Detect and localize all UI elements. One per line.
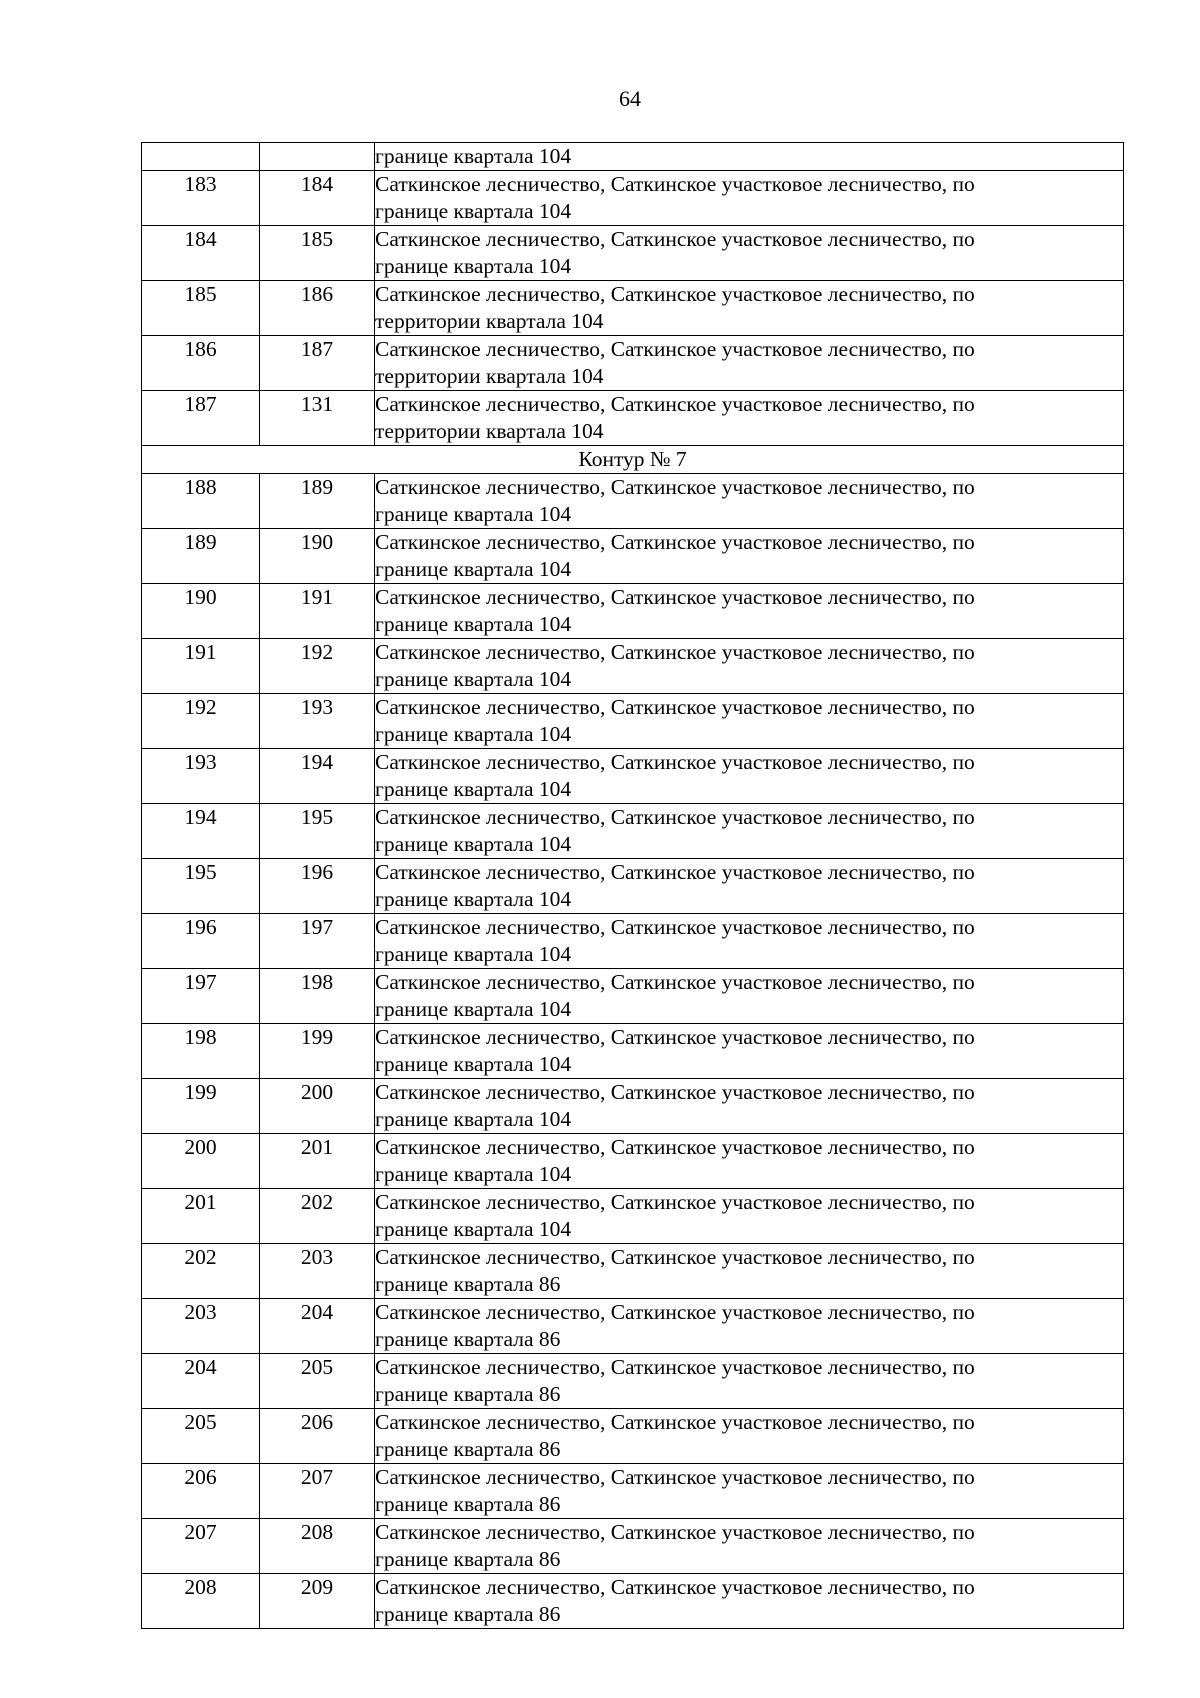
- description-line-1: Саткинское лесничество, Саткинское участковое лесничество, по: [375, 392, 975, 416]
- description-line-1: Саткинское лесничество, Саткинское участковое лесничество, по: [375, 1520, 975, 1544]
- description-line-1: Саткинское лесничество, Саткинское участковое лесничество, по: [375, 640, 975, 664]
- cell-description: [375, 1024, 1124, 1079]
- cell-to: 193: [260, 694, 375, 749]
- cell-description: [375, 1299, 1124, 1354]
- cell-to: 186: [260, 281, 375, 336]
- description-line-1: Саткинское лесничество, Саткинское участковое лесничество, по: [375, 1410, 975, 1434]
- table-row: [142, 1464, 1124, 1519]
- cell-description: [375, 529, 1124, 584]
- cell-to: 190: [260, 529, 375, 584]
- cell-description: [375, 336, 1124, 391]
- description-line-1: Саткинское лесничество, Саткинское участковое лесничество, по: [375, 1025, 975, 1049]
- contour-label: Контур № 7: [142, 446, 1124, 474]
- cell-from: 197: [142, 969, 260, 1024]
- cell-description: [375, 804, 1124, 859]
- cell-description: границе квартала 104: [375, 143, 1124, 171]
- description-line-2: границе квартала 86: [375, 1547, 561, 1571]
- table-row: [142, 281, 1124, 336]
- cell-to: 203: [260, 1244, 375, 1299]
- cell-from: 205: [142, 1409, 260, 1464]
- table-row: [142, 1519, 1124, 1574]
- description-line-2: границе квартала 104: [375, 557, 572, 581]
- description-line-1: Саткинское лесничество, Саткинское участковое лесничество, по: [375, 227, 975, 251]
- description-line-1: Саткинское лесничество, Саткинское участковое лесничество, по: [375, 585, 975, 609]
- table-body-group-1: [142, 143, 1124, 446]
- description-line-1: Саткинское лесничество, Саткинское участковое лесничество, по: [375, 1190, 975, 1214]
- description-line-1: Саткинское лесничество, Саткинское участковое лесничество, по: [375, 1080, 975, 1104]
- description-line-2: границе квартала 86: [375, 1437, 561, 1461]
- description-line-1: Саткинское лесничество, Саткинское участковое лесничество, по: [375, 860, 975, 884]
- cell-to: 208: [260, 1519, 375, 1574]
- description-line-2: территории квартала 104: [375, 364, 604, 388]
- description-line-2: границе квартала 86: [375, 1382, 561, 1406]
- cell-from: 190: [142, 584, 260, 639]
- cell-description: [375, 391, 1124, 446]
- cell-from: 206: [142, 1464, 260, 1519]
- cell-to: 198: [260, 969, 375, 1024]
- cell-description: [375, 281, 1124, 336]
- cell-to: 187: [260, 336, 375, 391]
- description-line-2: границе квартала 104: [375, 1217, 572, 1241]
- table-row: [142, 1134, 1124, 1189]
- table-row: [142, 584, 1124, 639]
- description-line-2: границе квартала 86: [375, 1327, 561, 1351]
- table-row: [142, 969, 1124, 1024]
- cell-to: 189: [260, 474, 375, 529]
- table-row: [142, 1024, 1124, 1079]
- cell-from: 203: [142, 1299, 260, 1354]
- table-row: [142, 226, 1124, 281]
- table-row: [142, 639, 1124, 694]
- cell-to: [260, 143, 375, 171]
- description-line-1: Саткинское лесничество, Саткинское участковое лесничество, по: [375, 1355, 975, 1379]
- description-line-1: Саткинское лесничество, Саткинское участковое лесничество, по: [375, 1465, 975, 1489]
- cell-from: 198: [142, 1024, 260, 1079]
- cell-to: 207: [260, 1464, 375, 1519]
- cell-from: 185: [142, 281, 260, 336]
- cell-to: 195: [260, 804, 375, 859]
- cell-from: 192: [142, 694, 260, 749]
- description-line-2: границе квартала 104: [375, 199, 572, 223]
- cell-from: 207: [142, 1519, 260, 1574]
- cell-to: 202: [260, 1189, 375, 1244]
- description-line-1: Саткинское лесничество, Саткинское участковое лесничество, по: [375, 1245, 975, 1269]
- table-row: [142, 694, 1124, 749]
- cell-description: [375, 859, 1124, 914]
- cell-description: [375, 694, 1124, 749]
- cell-description: [375, 1574, 1124, 1629]
- cell-description: [375, 914, 1124, 969]
- table-body-contour: [142, 446, 1124, 474]
- cell-to: 205: [260, 1354, 375, 1409]
- table-row: [142, 1354, 1124, 1409]
- cell-from: 183: [142, 171, 260, 226]
- cell-to: 184: [260, 171, 375, 226]
- description-line-2: границе квартала 86: [375, 1602, 561, 1626]
- cell-to: 206: [260, 1409, 375, 1464]
- description-line-2: границе квартала 104: [375, 722, 572, 746]
- cell-description: [375, 584, 1124, 639]
- description-line-2: границе квартала 104: [375, 997, 572, 1021]
- description-line-2: границе квартала 104: [375, 1107, 572, 1131]
- cell-from: 194: [142, 804, 260, 859]
- cell-from: 195: [142, 859, 260, 914]
- cell-from: 193: [142, 749, 260, 804]
- table-row: [142, 529, 1124, 584]
- description-line-1: Саткинское лесничество, Саткинское участковое лесничество, по: [375, 970, 975, 994]
- cell-from: 199: [142, 1079, 260, 1134]
- cell-to: 197: [260, 914, 375, 969]
- description-line-2: границе квартала 86: [375, 1492, 561, 1516]
- cell-description: [375, 474, 1124, 529]
- table-row: [142, 1189, 1124, 1244]
- cell-from: 202: [142, 1244, 260, 1299]
- boundary-table: [141, 142, 1124, 1629]
- cell-description: [375, 1464, 1124, 1519]
- description-line-2: границе квартала 104: [375, 254, 572, 278]
- description-line-1: Саткинское лесничество, Саткинское участковое лесничество, по: [375, 337, 975, 361]
- description-line-1: Саткинское лесничество, Саткинское участковое лесничество, по: [375, 805, 975, 829]
- table-row: [142, 859, 1124, 914]
- description-line-1: Саткинское лесничество, Саткинское участковое лесничество, по: [375, 1300, 975, 1324]
- cell-to: 199: [260, 1024, 375, 1079]
- description-line-2: территории квартала 104: [375, 419, 604, 443]
- cell-to: 209: [260, 1574, 375, 1629]
- description-line-2: границе квартала 86: [375, 1272, 561, 1296]
- description-line-2: территории квартала 104: [375, 309, 604, 333]
- table-row: [142, 474, 1124, 529]
- cell-description: [375, 749, 1124, 804]
- description-line-1: Саткинское лесничество, Саткинское участковое лесничество, по: [375, 282, 975, 306]
- table-row: [142, 1409, 1124, 1464]
- cell-description: [375, 1409, 1124, 1464]
- cell-description: [375, 969, 1124, 1024]
- cell-description: [375, 1079, 1124, 1134]
- description-line-2: границе квартала 104: [375, 887, 572, 911]
- description-line-1: Саткинское лесничество, Саткинское участковое лесничество, по: [375, 1575, 975, 1599]
- description-line-2: границе квартала 104: [375, 502, 572, 526]
- cell-from: 184: [142, 226, 260, 281]
- table-row: [142, 914, 1124, 969]
- cell-from: 188: [142, 474, 260, 529]
- cell-to: 194: [260, 749, 375, 804]
- cell-to: 192: [260, 639, 375, 694]
- cell-description: [375, 1244, 1124, 1299]
- table-row: [142, 171, 1124, 226]
- description-line-2: границе квартала 104: [375, 942, 572, 966]
- cell-description: [375, 1189, 1124, 1244]
- cell-description: [375, 171, 1124, 226]
- cell-description: [375, 226, 1124, 281]
- description-line-1: Саткинское лесничество, Саткинское участковое лесничество, по: [375, 750, 975, 774]
- cell-from: 200: [142, 1134, 260, 1189]
- table-row: [142, 1079, 1124, 1134]
- table-row: [142, 804, 1124, 859]
- table-row: [142, 1574, 1124, 1629]
- table-row: [142, 1299, 1124, 1354]
- cell-to: 131: [260, 391, 375, 446]
- cell-description: [375, 1519, 1124, 1574]
- description-line-1: Саткинское лесничество, Саткинское участковое лесничество, по: [375, 172, 975, 196]
- cell-from: 196: [142, 914, 260, 969]
- description-line-2: границе квартала 104: [375, 612, 572, 636]
- cell-from: 208: [142, 1574, 260, 1629]
- table-row: [142, 749, 1124, 804]
- cell-description: [375, 1354, 1124, 1409]
- cell-description: [375, 1134, 1124, 1189]
- contour-header-row: [142, 446, 1124, 474]
- cell-from: 187: [142, 391, 260, 446]
- page-number: 64: [619, 86, 641, 111]
- description-line-2: границе квартала 104: [375, 1052, 572, 1076]
- cell-to: 200: [260, 1079, 375, 1134]
- description-line-1: Саткинское лесничество, Саткинское участковое лесничество, по: [375, 915, 975, 939]
- table-row: [142, 336, 1124, 391]
- cell-description: [375, 639, 1124, 694]
- cell-to: 201: [260, 1134, 375, 1189]
- cell-from: 189: [142, 529, 260, 584]
- table-row-continuation: [142, 143, 1124, 171]
- cell-from: 191: [142, 639, 260, 694]
- cell-from: [142, 143, 260, 171]
- description-line-1: Саткинское лесничество, Саткинское участковое лесничество, по: [375, 475, 975, 499]
- table-row: [142, 391, 1124, 446]
- description-line-2: границе квартала 104: [375, 832, 572, 856]
- cell-to: 196: [260, 859, 375, 914]
- description-line-1: Саткинское лесничество, Саткинское участковое лесничество, по: [375, 1135, 975, 1159]
- cell-to: 185: [260, 226, 375, 281]
- description-line-1: Саткинское лесничество, Саткинское участковое лесничество, по: [375, 530, 975, 554]
- cell-to: 191: [260, 584, 375, 639]
- cell-from: 201: [142, 1189, 260, 1244]
- description-line-2: границе квартала 104: [375, 1162, 572, 1186]
- table-row: [142, 1244, 1124, 1299]
- description-line-1: Саткинское лесничество, Саткинское участковое лесничество, по: [375, 695, 975, 719]
- table-body-group-2: [142, 474, 1124, 1629]
- description-line-2: границе квартала 104: [375, 777, 572, 801]
- cell-from: 204: [142, 1354, 260, 1409]
- cell-to: 204: [260, 1299, 375, 1354]
- description-line-2: границе квартала 104: [375, 667, 572, 691]
- cell-from: 186: [142, 336, 260, 391]
